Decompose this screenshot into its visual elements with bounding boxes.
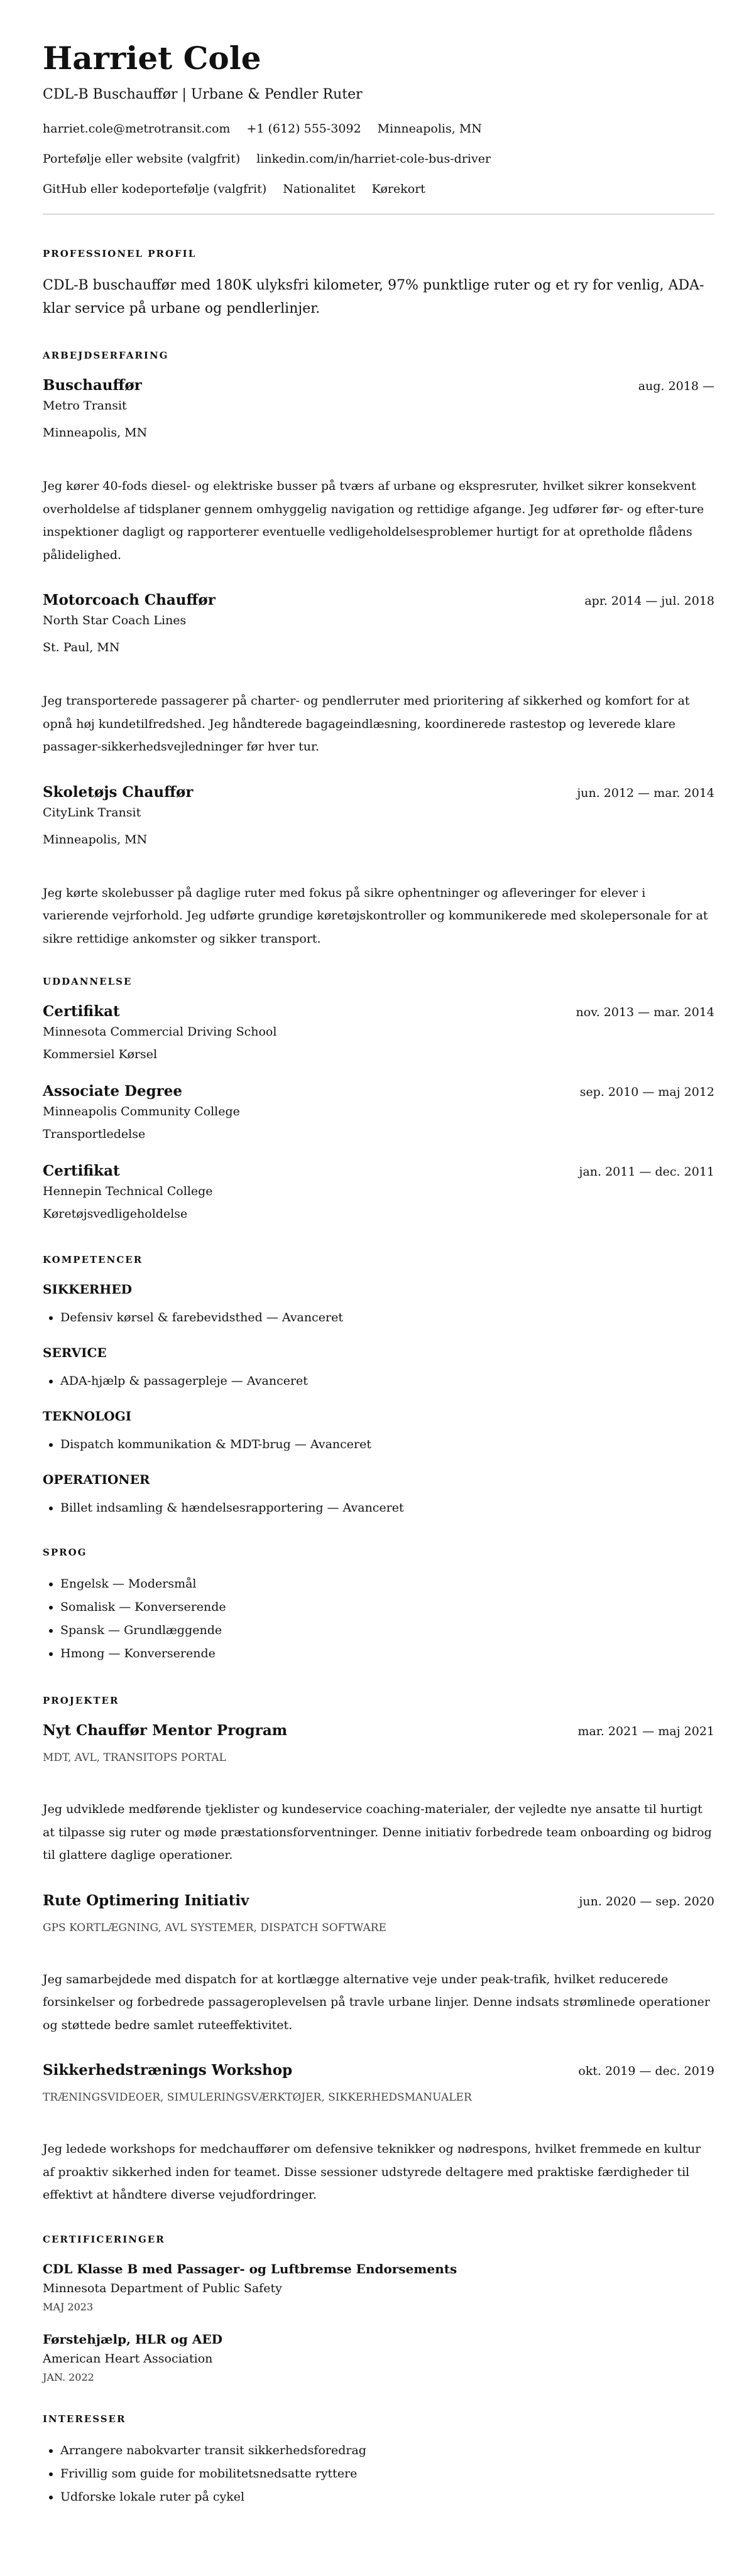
date-range: apr. 2014 — jul. 2018 — [584, 594, 714, 608]
project-entry — [43, 2060, 714, 2207]
certification-date: JAN. 2022 — [43, 2371, 94, 2383]
language-item: • Engelsk — Modersmål — [60, 1572, 714, 1596]
certification-issuer: Minnesota Department of Public Safety — [43, 2281, 282, 2295]
date-range: sep. 2010 — maj 2012 — [579, 1085, 714, 1099]
job-location: St. Paul, MN — [43, 641, 120, 654]
school-name: Hennepin Technical College — [43, 1184, 213, 1198]
candidate-title: CDL-B Buschauffør | Urbane & Pendler Ruter — [43, 87, 363, 102]
field-of-study: Køretøjsvedligeholdelse — [43, 1207, 188, 1221]
skill-list — [43, 1496, 714, 1520]
resume-header — [43, 36, 714, 198]
entry-header — [43, 2060, 714, 2081]
company-name: North Star Coach Lines — [43, 614, 187, 627]
school-name: Minnesota Commercial Driving School — [43, 1025, 277, 1039]
section-title: PROJEKTER — [43, 1695, 119, 1706]
education-entry — [43, 1002, 714, 1064]
skill-list — [43, 1433, 714, 1456]
github-link[interactable]: GitHub eller kodeportefølje (valgfrit) — [43, 182, 267, 196]
contact-row — [43, 149, 714, 168]
language-item: • Hmong — Konverserende — [60, 1642, 714, 1665]
date-range: nov. 2013 — mar. 2014 — [576, 1005, 714, 1019]
interest-list — [43, 2439, 714, 2509]
project-description: Jeg ledede workshops for medchauffører om defensive teknikker og nødrespons, hvilket fremmede en kultur af proaktiv sikkerhed inden for teamet. Disse sessioner udstyrede deltagere med praktiske færdigheder til effektivt at håndtere diverse vejudfordringer. — [43, 2142, 701, 2202]
section-title: KOMPETENCER — [43, 1254, 143, 1265]
project-title: Rute Optimering Initiativ — [43, 1891, 249, 1909]
company-name: Metro Transit — [43, 399, 127, 413]
certifications-section — [43, 2232, 714, 2386]
interests-section — [43, 2411, 714, 2509]
experience-entry — [43, 590, 714, 759]
certification-entry — [43, 2330, 714, 2386]
contact-row — [43, 180, 714, 198]
section-title: ARBEJDSERFARING — [43, 350, 169, 361]
certification-entry — [43, 2259, 714, 2316]
job-location: Minneapolis, MN — [43, 832, 148, 847]
date-range: jan. 2011 — dec. 2011 — [579, 1165, 714, 1179]
entry-header — [43, 590, 714, 611]
section-title: SPROG — [43, 1547, 87, 1558]
project-tech: GPS KORTLÆGNING, AVL SYSTEMER, DISPATCH SOFTWARE — [43, 1921, 386, 1934]
skill-item: • ADA-hjælp & passagerpleje — Avanceret — [60, 1370, 714, 1393]
contact-row — [43, 119, 714, 138]
project-description: Jeg udviklede medførende tjeklister og kundeservice coaching-materialer, der vejledte nye ansatte til hurtigt at tilpasse sig ruter og møde præstationsforventninger. Denne initiativ forbedrede team onboarding og bidrog til glattere daglige operationer. — [43, 1802, 712, 1862]
project-tech: TRÆNINGSVIDEOER, SIMULERINGSVÆRKTØJER, SIKKERHEDSMANUALER — [43, 2091, 472, 2104]
project-title: Sikkerhedstrænings Workshop — [43, 2062, 293, 2079]
date-range: okt. 2019 — dec. 2019 — [578, 2064, 714, 2078]
skill-item: • Billet indsamling & hændelsesrapportering — Avanceret — [60, 1496, 714, 1520]
skill-list — [43, 1370, 714, 1393]
certification-name: CDL Klasse B med Passager- og Luftbremse Endorsements — [43, 2261, 457, 2276]
entry-header — [43, 782, 714, 803]
date-range: jun. 2020 — sep. 2020 — [579, 1894, 714, 1908]
email-link[interactable]: harriet.cole@metrotransit.com — [43, 122, 231, 136]
skill-item: • Dispatch kommunikation & MDT-brug — Avanceret — [60, 1433, 714, 1456]
date-range: mar. 2021 — maj 2021 — [577, 1724, 714, 1738]
education-section — [43, 974, 714, 1223]
education-entry — [43, 1081, 714, 1144]
project-description: Jeg samarbejdede med dispatch for at kortlægge alternative veje under peak-trafik, hvilket reducerede forsinkelser og forbedrede passageroplevelsen på travle urbane linjer. Denne indsats strømlinede operationer og støttede bedre samlet ruteeffektivitet. — [43, 1972, 710, 2032]
entry-header — [43, 1161, 714, 1182]
skill-category: OPERATIONER — [43, 1472, 150, 1487]
experience-entry — [43, 376, 714, 566]
project-tech: MDT, AVL, TRANSITOPS PORTAL — [43, 1751, 226, 1764]
profile-summary: CDL-B buschauffør med 180K ulyksfri kilometer, 97% punktlige ruter og et ry for venlig, ADA-klar service på urbane og pendlerlinjer. — [43, 278, 704, 317]
section-title: UDDANNELSE — [43, 976, 133, 987]
skill-item: • Defensiv kørsel & farebevidsthed — Avanceret — [60, 1306, 714, 1329]
section-title: INTERESSER — [43, 2413, 126, 2425]
skill-category: TEKNOLOGI — [43, 1409, 132, 1424]
job-title: Motorcoach Chauffør — [43, 592, 216, 609]
location: Minneapolis, MN — [377, 122, 482, 136]
job-title: Buschauffør — [43, 377, 142, 394]
job-description: Jeg kørte skolebusser på daglige ruter med fokus på sikre ophentninger og afleveringer for elever i varierende vejrforhold. Jeg udførte grundige køretøjskontroller og kommunikerede med skolepersonale for at sikre rettidige ankomster og sikker transport. — [43, 885, 708, 946]
date-range: aug. 2018 — — [638, 379, 714, 393]
field-of-study: Transportledelse — [43, 1127, 146, 1141]
languages-section — [43, 1545, 714, 1665]
section-title: CERTIFICERINGER — [43, 2233, 165, 2245]
degree-title: Associate Degree — [43, 1083, 183, 1100]
education-entry — [43, 1161, 714, 1223]
profile-section — [43, 246, 714, 320]
job-title: Skoletøjs Chauffør — [43, 783, 194, 801]
school-name: Minneapolis Community College — [43, 1105, 240, 1118]
phone: +1 (612) 555-3092 — [246, 122, 361, 136]
drivers-license: Kørekort — [371, 182, 425, 196]
linkedin-link[interactable]: linkedin.com/in/harriet-cole-bus-driver — [256, 152, 491, 166]
section-title: PROFESSIONEL PROFIL — [43, 248, 197, 259]
language-item: • Spansk — Grundlæggende — [60, 1619, 714, 1642]
entry-header — [43, 1002, 714, 1022]
entry-header — [43, 1081, 714, 1102]
experience-section — [43, 348, 714, 950]
certification-issuer: American Heart Association — [43, 2351, 213, 2366]
interest-item: • Udforske lokale ruter på cykel — [60, 2486, 714, 2509]
portfolio-link[interactable]: Portefølje eller website (valgfrit) — [43, 152, 241, 166]
certification-date: MAJ 2023 — [43, 2300, 94, 2313]
project-entry — [43, 1891, 714, 2037]
language-list — [43, 1572, 714, 1665]
entry-header — [43, 376, 714, 396]
job-description: Jeg kører 40-fods diesel- og elektriske busser på tværs af urbane og ekspresruter, hvilket sikrer konsekvent overholdelse af tidsplaner gennem omhyggelig navigation og rettidige afgange. Jeg udfører før- og efter-ture inspektioner dagligt og rapporterer eventuelle vedligeholdelsesproblemer hurtigt for at opretholde flådens pålidelighed. — [43, 479, 704, 562]
skills-section — [43, 1252, 714, 1520]
degree-title: Certifikat — [43, 1003, 120, 1020]
date-range: jun. 2012 — mar. 2014 — [577, 786, 714, 800]
job-description: Jeg transporterede passagerer på charter- og pendlerruter med prioritering af sikkerhed og komfort for at opnå høj kundetilfredshed. Jeg håndterede bagageindlæsning, koordinerede rastestop og leverede klare passager-sikkerhedsvejledninger før hver tur. — [43, 694, 690, 754]
project-title: Nyt Chauffør Mentor Program — [43, 1722, 288, 1739]
experience-entry — [43, 782, 714, 951]
company-name: CityLink Transit — [43, 805, 141, 820]
header-divider — [43, 214, 714, 215]
entry-header — [43, 1891, 714, 1912]
job-location: Minneapolis, MN — [43, 426, 148, 440]
skill-category: SERVICE — [43, 1345, 107, 1360]
project-entry — [43, 1721, 714, 1867]
interest-item: • Arrangere nabokvarter transit sikkerhedsforedrag — [60, 2439, 714, 2462]
skill-list — [43, 1306, 714, 1329]
nationality: Nationalitet — [283, 182, 356, 196]
candidate-name: Harriet Cole — [43, 40, 261, 77]
interest-item: • Frivillig som guide for mobilitetsnedsatte ryttere — [60, 2462, 714, 2486]
field-of-study: Kommersiel Kørsel — [43, 1047, 158, 1061]
degree-title: Certifikat — [43, 1162, 120, 1179]
skill-category: SIKKERHED — [43, 1282, 132, 1297]
certification-name: Førstehjælp, HLR og AED — [43, 2331, 222, 2347]
projects-section — [43, 1693, 714, 2207]
language-item: • Somalisk — Konverserende — [60, 1596, 714, 1619]
entry-header — [43, 1721, 714, 1741]
